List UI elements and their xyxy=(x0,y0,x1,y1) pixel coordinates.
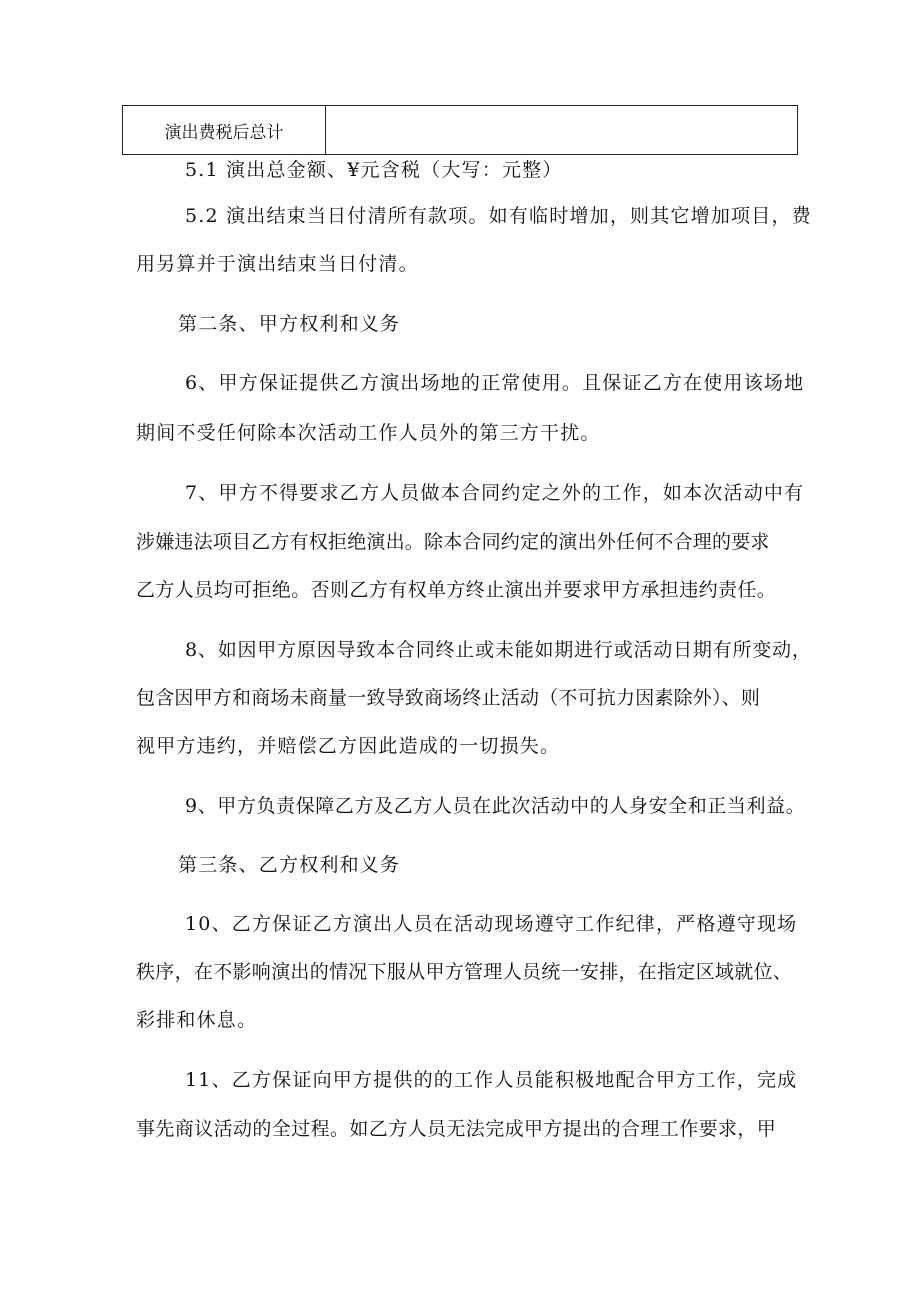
clause-11-line-1: 11、乙方保证向甲方提供的的工作人员能积极地配合甲方工作，完成 xyxy=(185,1069,798,1091)
clause-9-line: 9、甲方负责保障乙方及乙方人员在此次活动中的人身安全和正当利益。 xyxy=(185,795,806,817)
clause-6-line-2: 期间不受任何除本次活动工作人员外的第三方干扰。 xyxy=(136,422,601,444)
section-2-heading: 第二条、甲方权利和义务 xyxy=(178,313,401,335)
clause-10-line-3: 彩排和休息。 xyxy=(136,1009,258,1031)
clause-7-line-2: 涉嫌违法项目乙方有权拒绝演出。除本合同约定的演出外任何不合理的要求 xyxy=(136,531,770,553)
fee-total-label: 演出费税后总计 xyxy=(123,106,326,155)
clause-5-1-line: 5.1 演出总金额、¥元含税（大写：元整） xyxy=(185,159,563,181)
clause-11-line-2: 事先商议活动的全过程。如乙方人员无法完成甲方提出的合理工作要求，甲 xyxy=(136,1118,777,1140)
clause-6-line-1: 6、甲方保证提供乙方演出场地的正常使用。且保证乙方在使用该场地 xyxy=(185,372,805,394)
section-3-heading: 第三条、乙方权利和义务 xyxy=(178,854,401,876)
clause-7-line-1: 7、甲方不得要求乙方人员做本合同约定之外的工作，如本次活动中有 xyxy=(185,482,805,504)
clause-10-line-1: 10、乙方保证乙方演出人员在活动现场遵守工作纪律，严格遵守现场 xyxy=(185,913,798,935)
clause-7-line-3: 乙方人员均可拒绝。否则乙方有权单方终止演出并要求甲方承担违约责任。 xyxy=(136,579,777,601)
fee-total-value xyxy=(326,106,798,155)
fee-total-table xyxy=(122,105,798,155)
clause-10-line-2: 秩序，在不影响演出的情况下服从甲方管理人员统一安排，在指定区域就位、 xyxy=(136,961,793,983)
clause-8-line-1: 8、如因甲方原因导致本合同终止或未能如期进行或活动日期有所变动， xyxy=(185,639,812,661)
clause-8-line-2: 包含因甲方和商场未商量一致导致商场终止活动（不可抗力因素除外）、则 xyxy=(136,687,761,709)
table-row xyxy=(123,106,798,155)
clause-5-2-line-1: 5.2 演出结束当日付清所有款项。如有临时增加，则其它增加项目，费 xyxy=(185,205,812,227)
clause-5-2-line-2: 用另算并于演出结束当日付清。 xyxy=(136,253,419,275)
clause-8-line-3: 视甲方违约，并赔偿乙方因此造成的一切损失。 xyxy=(136,735,561,757)
